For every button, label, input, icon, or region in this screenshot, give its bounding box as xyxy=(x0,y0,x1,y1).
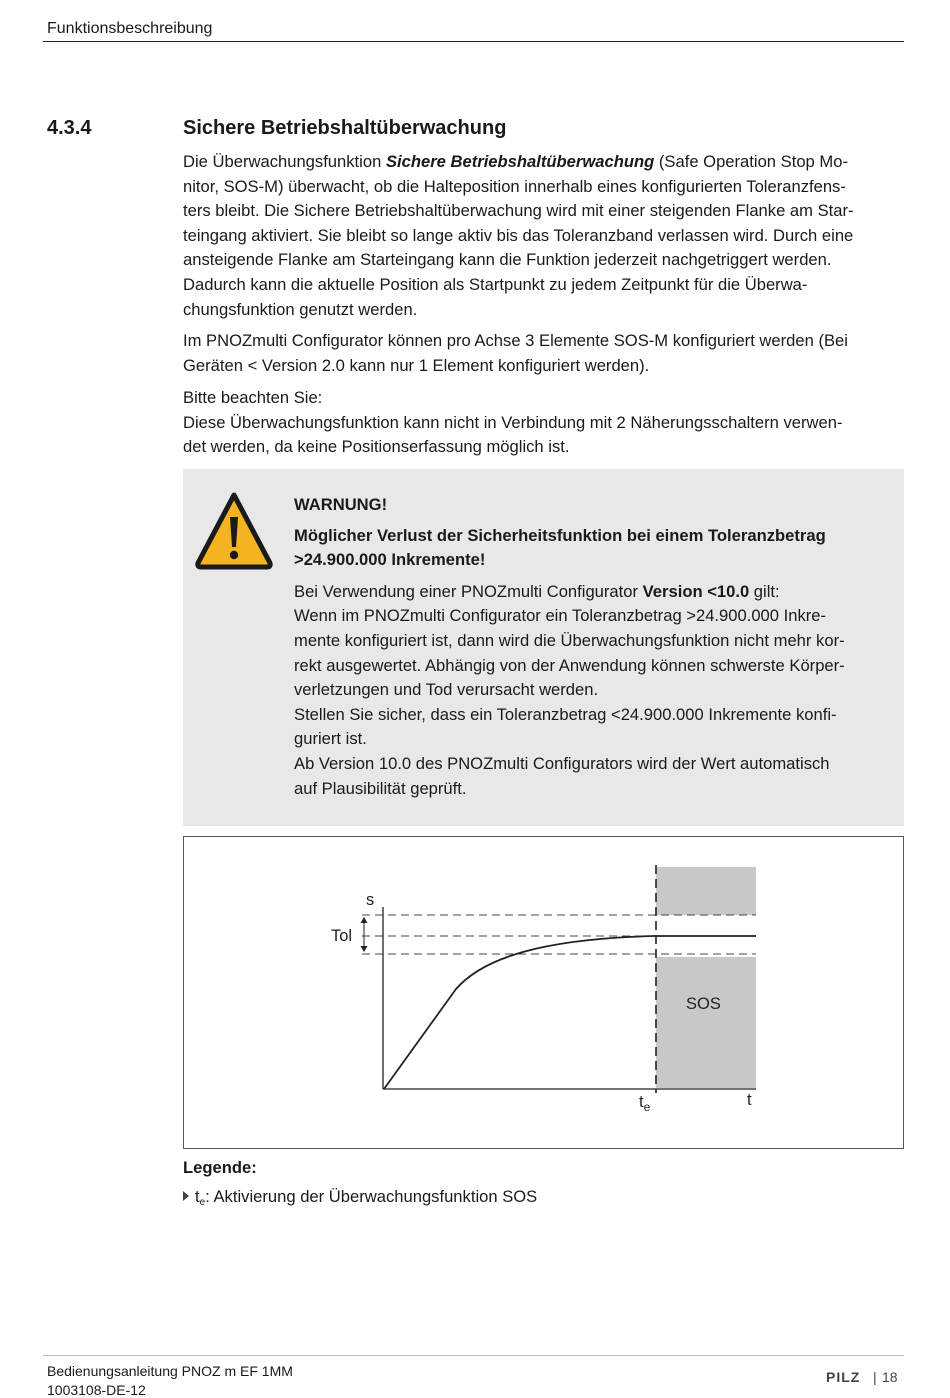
legend-title: Legende: xyxy=(183,1158,257,1177)
paragraph-line: Geräten < Version 2.0 kann nur 1 Element konfiguriert werden). xyxy=(183,355,650,375)
sos-diagram xyxy=(183,836,904,1149)
warning-body-line: mente konfiguriert ist, dann wird die Überwachungsfunktion nicht mehr kor- xyxy=(294,630,845,650)
section-title: Sichere Betriebshaltüberwachung xyxy=(183,117,507,139)
footer-separator: | xyxy=(873,1369,877,1385)
text-run: Bei Verwendung einer PNOZmulti Configurator xyxy=(294,581,643,601)
brand-logo: PILZ xyxy=(826,1369,861,1385)
note-paragraph xyxy=(183,386,903,460)
warning-triangle-icon xyxy=(195,491,273,571)
warning-body-line: auf Plausibilität geprüft. xyxy=(294,778,467,798)
paragraph-line: det werden, da keine Positionserfassung möglich ist. xyxy=(183,437,570,457)
warning-body-line: rekt ausgewertet. Abhängig von der Anwendung können schwerste Körper- xyxy=(294,655,845,675)
function-name-emphasis: Sichere Betriebshaltüberwachung xyxy=(385,152,655,171)
paragraph-line: ansteigende Flanke am Starteingang kann die Funktion jederzeit nachgetriggert werden. xyxy=(183,250,832,270)
warning-body-line: Ab Version 10.0 des PNOZmulti Configurators wird der Wert automatisch xyxy=(294,753,830,773)
footer-manual-title: Bedienungsanleitung PNOZ m EF 1MM xyxy=(47,1363,293,1379)
tolerance-arrowhead-down xyxy=(361,946,368,952)
paragraph-line: Im PNOZmulti Configurator können pro Achse 3 Elemente SOS-M konfiguriert werden (Bei xyxy=(183,331,848,350)
version-emphasis: Version <10.0 xyxy=(642,581,750,601)
warning-text xyxy=(294,493,894,801)
te-subscript: e xyxy=(643,1100,651,1114)
running-header: Funktionsbeschreibung xyxy=(47,20,213,37)
legend-subscript: e xyxy=(199,1197,206,1208)
warning-version-line xyxy=(294,580,894,605)
warning-body-line: Wenn im PNOZmulti Configurator ein Toleranzbetrag >24.900.000 Inkre- xyxy=(294,606,827,626)
warning-body-line: Stellen Sie sicher, dass ein Toleranzbetrag <24.900.000 Inkremente konfi- xyxy=(294,704,837,724)
footer-doc-number: 1003108-DE-12 xyxy=(47,1382,146,1398)
sos-diagram-graphic xyxy=(184,837,903,1148)
tolerance-label: Tol xyxy=(331,927,353,945)
sos-zone-lower xyxy=(656,957,756,1088)
legend-item xyxy=(183,1187,537,1208)
paragraph-line: nitor, SOS-M) überwacht, ob die Halteposition innerhalb eines konfigurierten Toleranzfens- xyxy=(183,176,846,196)
axis-x-label: t xyxy=(747,1091,752,1109)
page-number: 18 xyxy=(882,1369,898,1385)
paragraph-line xyxy=(183,150,903,175)
legend-text: : Aktivierung der Überwachungsfunktion SOS xyxy=(205,1187,538,1206)
intro-paragraph xyxy=(183,150,903,322)
paragraph-line: Diese Überwachungsfunktion kann nicht in Verbindung mit 2 Näherungsschaltern verwen- xyxy=(183,412,843,432)
paragraph-line: chungsfunktion genutzt werden. xyxy=(183,299,418,319)
sos-zone-upper xyxy=(656,867,756,915)
warning-box xyxy=(183,469,904,826)
warning-body-line: guriert ist. xyxy=(294,729,367,749)
paragraph-line: Bitte beachten Sie: xyxy=(183,388,323,407)
paragraph-line: ters bleibt. Die Sichere Betriebshaltüberwachung wird mit einer steigenden Flanke am Star- xyxy=(183,201,854,221)
text-run: Die Überwachungsfunktion xyxy=(183,152,386,171)
tolerance-arrowhead-up xyxy=(361,917,368,923)
axis-y-label: s xyxy=(366,891,375,909)
te-symbol: t xyxy=(639,1093,644,1111)
configurator-paragraph xyxy=(183,329,903,378)
warning-signal-word: WARNUNG! xyxy=(294,495,388,514)
text-run: gilt: xyxy=(749,581,780,601)
warning-headline-line: Möglicher Verlust der Sicherheitsfunktion bei einem Toleranzbetrag xyxy=(294,525,826,545)
paragraph-line: teingang aktiviert. Sie bleibt so lange aktiv bis das Toleranzband verlassen wird. Durch eine xyxy=(183,225,854,245)
zone-label: SOS xyxy=(686,995,721,1013)
paragraph-line: Dadurch kann die aktuelle Position als Startpunkt zu jedem Zeitpunkt für die Überwa- xyxy=(183,274,808,294)
header-rule xyxy=(43,41,904,42)
section-number: 4.3.4 xyxy=(47,117,92,139)
bullet-triangle-icon xyxy=(183,1191,189,1201)
te-label xyxy=(639,1093,651,1114)
text-run: (Safe Operation Stop Mo- xyxy=(654,152,848,171)
legend-symbol: t xyxy=(195,1187,200,1206)
footer-rule xyxy=(43,1355,904,1356)
warning-headline-line: >24.900.000 Inkremente! xyxy=(294,550,486,570)
warning-body-line: verletzungen und Tod verursacht werden. xyxy=(294,680,599,700)
